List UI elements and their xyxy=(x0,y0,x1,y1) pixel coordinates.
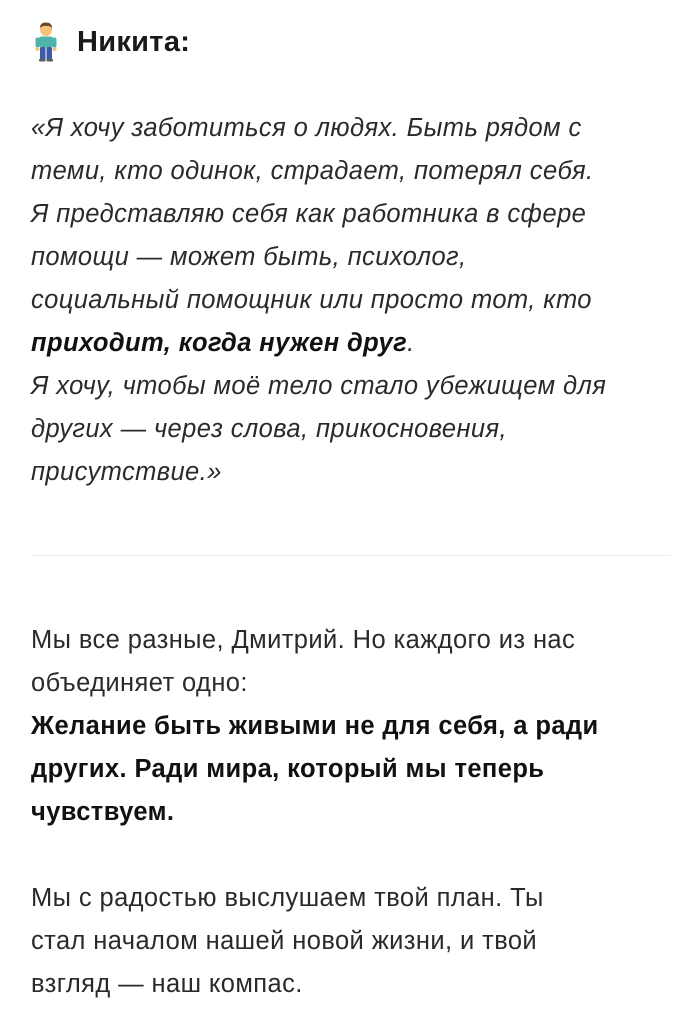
person-standing-icon xyxy=(33,22,59,62)
message-line: взгляд — наш компас. xyxy=(31,970,303,998)
message-emphasis: чувствуем. xyxy=(31,798,175,826)
speaker-name: Никита: xyxy=(77,25,191,58)
message-line: стал началом нашей новой жизни, и твой xyxy=(31,927,538,955)
section-divider xyxy=(31,555,671,556)
message-line: Мы все разные, Дмитрий. Но каждого из нас xyxy=(31,626,576,654)
quote-emphasis: приходит, когда нужен друг xyxy=(31,329,408,357)
quote-line: Я хочу, чтобы моё тело стало убежищем для xyxy=(31,372,607,400)
quote-line: теми, кто одинок, страдает, потерял себя. xyxy=(31,157,594,185)
quote-line: присутствие.» xyxy=(31,458,222,486)
quote-punctuation: . xyxy=(407,329,415,357)
message-emphasis-line xyxy=(31,791,681,834)
message-emphasis-line xyxy=(31,748,681,791)
message-heading xyxy=(33,22,190,62)
quote-block xyxy=(31,107,676,494)
message-emphasis: Желание быть живыми не для себя, а ради xyxy=(31,712,599,740)
quote-line xyxy=(31,322,676,365)
quote-line: помощи — может быть, психолог, xyxy=(31,243,467,271)
message-body xyxy=(31,619,681,1006)
message-line: Мы с радостью выслушаем твой план. Ты xyxy=(31,884,544,912)
message-line: объединяет одно: xyxy=(31,669,248,697)
quote-line: Я представляю себя как работника в сфере xyxy=(31,200,587,228)
paragraph-gap xyxy=(31,834,681,877)
quote-line: других — через слова, прикосновения, xyxy=(31,415,508,443)
quote-line: «Я хочу заботиться о людях. Быть рядом с xyxy=(31,114,582,142)
message-emphasis-line xyxy=(31,705,681,748)
quote-line: социальный помощник или просто тот, кто xyxy=(31,286,592,314)
message-emphasis: других. Ради мира, который мы теперь xyxy=(31,755,545,783)
